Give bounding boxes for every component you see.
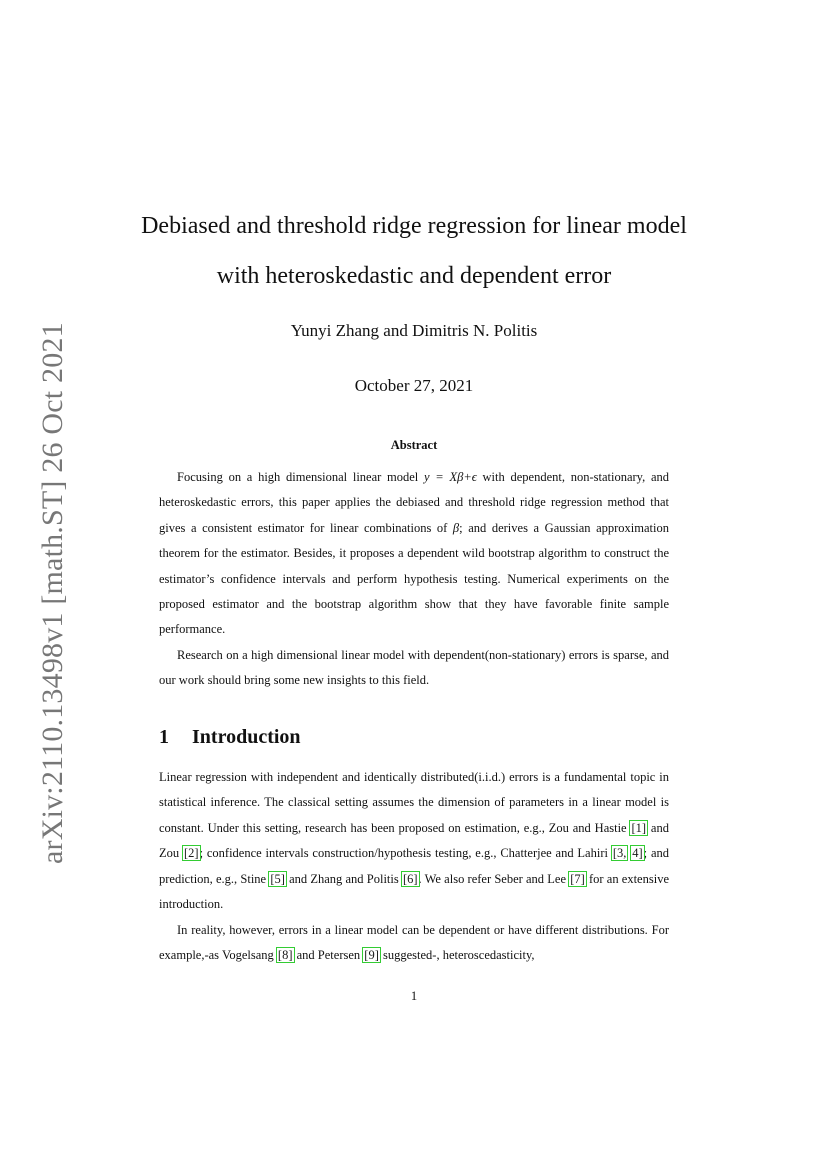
- abstract-paragraph-1: [159, 465, 669, 643]
- paper-date: October 27, 2021: [354, 376, 474, 395]
- section-number: 1: [159, 726, 169, 748]
- body-text-segment: Linear regression with independent and identically distributed(i.i.d.) errors is a fundamental topic in statistical inference. The classical setting assumes the dimension of parameters in a linear model is constant. Under this setting, research has been proposed on estimation, e.g., Zou and Hastie: [159, 770, 669, 835]
- abstract-text-segment: with dependent, non-stationary, and heteroskedastic errors, this paper applies the debiased and threshold ridge regression method that gives a consistent estimator for linear combinations of: [159, 470, 669, 535]
- page-number: 1: [410, 989, 418, 1003]
- section-title: Introduction: [192, 726, 301, 748]
- body-text-segment: and Zou: [159, 820, 669, 861]
- citation-link-2[interactable]: [2]: [183, 846, 199, 861]
- paper-authors: Yunyi Zhang and Dimitris N. Politis: [290, 321, 538, 340]
- citation-link-5[interactable]: [5]: [270, 871, 285, 886]
- citation-link-7[interactable]: [7]: [570, 871, 585, 886]
- math-beta: β: [452, 520, 460, 535]
- citation-link-4[interactable]: 4]: [632, 846, 643, 861]
- math-linear-model: y = Xβ+ϵ: [424, 470, 477, 484]
- body-text-segment: for an extensive introduction.: [159, 871, 669, 912]
- citation-link-9[interactable]: [9]: [364, 948, 379, 963]
- abstract-text-segment: Focusing on a high dimensional linear model: [177, 470, 425, 484]
- arxiv-identifier-stamp: arXiv:2110.13498v1 [math.ST] 26 Oct 2021: [36, 322, 69, 864]
- body-text-segment: suggested-, heteroscedasticity,: [379, 948, 535, 963]
- abstract-text-segment: ; and derives a Gaussian approximation theorem for the estimator. Besides, it proposes a dependent wild bootstrap algorithm to construct the estimator’s confidence intervals and perform hypothesis testing. Numerical experiments on the proposed estimator and the bootstrap algorithm show that they have favorable finite sample performance.: [159, 520, 669, 637]
- paper-title-line-2: with heteroskedastic and dependent error: [216, 263, 612, 289]
- citation-link-6[interactable]: [6]: [402, 871, 418, 886]
- abstract-paragraph-2: Research on a high dimensional linear model with dependent(non-stationary) errors is sparse, and our work should bring some new insights to this field.: [159, 648, 669, 688]
- body-text-segment: and Zhang and Politis: [285, 871, 402, 886]
- body-text-segment: . We also refer Seber and Lee: [418, 871, 570, 886]
- paper-title-line-1: Debiased and threshold ridge regression for linear model: [141, 213, 687, 239]
- body-text-segment: and Petersen: [293, 948, 364, 963]
- body-paragraph-1: [159, 765, 669, 917]
- body-paragraph-2: [159, 918, 669, 969]
- citation-link-8[interactable]: [8]: [277, 948, 293, 963]
- citation-link-1[interactable]: [1]: [631, 820, 647, 835]
- body-text-segment: ; and prediction, e.g., Stine: [159, 846, 669, 886]
- abstract-heading: Abstract: [390, 438, 438, 452]
- body-text-segment: ; confidence intervals construction/hypothesis testing, e.g., Chatterjee and Lahiri: [199, 846, 612, 861]
- citation-link-3[interactable]: [3,: [612, 846, 627, 861]
- body-text-segment: In reality, however, errors in a linear model can be dependent or have different distributions. For example,-as Vogelsang: [159, 923, 669, 963]
- section-heading-introduction: [159, 727, 301, 747]
